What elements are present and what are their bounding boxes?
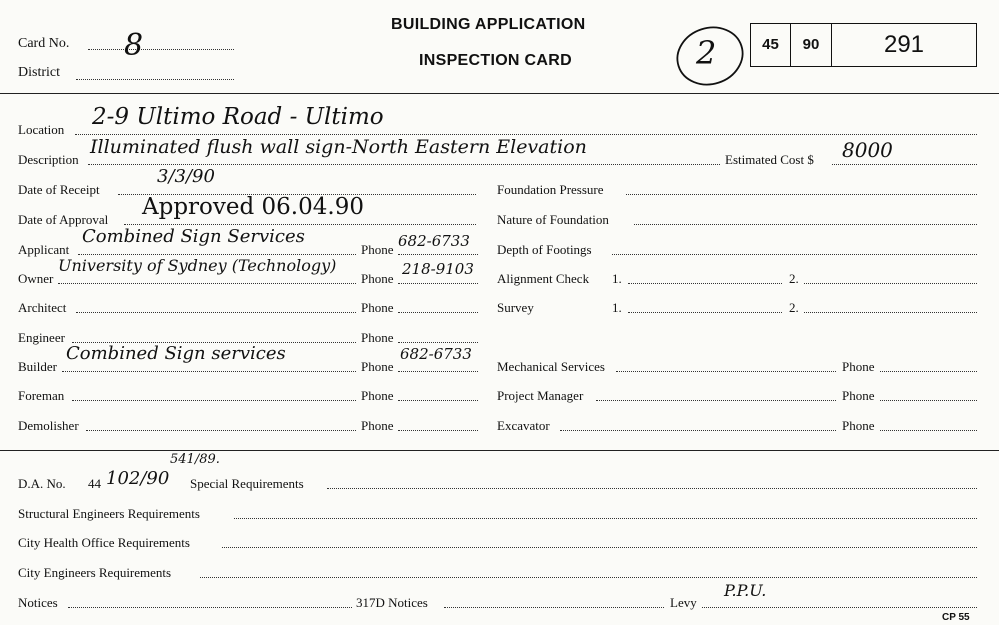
date-of-receipt-label: Date of Receipt [18,182,100,197]
demolisher-label: Demolisher [18,418,79,433]
foundation-pressure-line [626,194,977,195]
notices-317d-label: 317D Notices [356,595,428,610]
location-value[interactable]: 2-9 Ultimo Road - Ultimo [92,104,384,130]
survey-line-2 [804,312,977,313]
title-line-1: BUILDING APPLICATION [391,16,586,33]
lower-rule [0,450,999,451]
alignment-check-line-2 [804,283,977,284]
alignment-check-label: Alignment Check [497,271,590,286]
form-code: CP 55 [942,612,970,623]
alignment-check-num2: 2. [789,271,799,286]
alignment-check-num1: 1. [612,271,622,286]
foreman-line [72,400,356,401]
owner-phone-line [398,283,478,284]
builder-label: Builder [18,359,57,374]
engineer-phone-line [398,342,478,343]
builder-phone-line [398,371,478,372]
description-label: Description [18,152,79,167]
special-requirements-line [327,488,977,489]
applicant-phone-label: Phone [361,242,394,257]
description-line [88,164,720,165]
notices-label: Notices [18,595,58,610]
notices-317d-line [444,607,664,608]
ref-box-2: 90 [790,23,832,67]
demolisher-line [86,430,356,431]
foreman-label: Foreman [18,388,65,403]
estimated-cost-value[interactable]: 8000 [842,138,893,162]
architect-phone-line [398,312,478,313]
da-no-label: D.A. No. [18,476,66,491]
engineer-label: Engineer [18,330,65,345]
builder-phone-value[interactable]: 682-6733 [400,345,472,363]
excavator-phone-line [880,430,977,431]
notices-line [68,607,352,608]
applicant-phone-value[interactable]: 682-6733 [398,232,470,250]
mechanical-services-line [616,371,836,372]
applicant-line [78,254,356,255]
district-line [76,79,234,80]
depth-of-footings-label: Depth of Footings [497,242,592,257]
excavator-label: Excavator [497,418,550,433]
applicant-value[interactable]: Combined Sign Services [82,226,305,247]
alignment-check-line-1 [628,283,782,284]
owner-value[interactable]: University of Sydney (Technology) [58,256,337,275]
district-label: District [18,65,60,80]
levy-line [702,607,977,608]
estimated-cost-label: Estimated Cost $ [725,152,814,167]
levy-value[interactable]: P.P.U. [724,581,767,600]
architect-line [76,312,356,313]
project-manager-phone-label: Phone [842,388,875,403]
depth-of-footings-line [612,254,977,255]
survey-num1: 1. [612,300,622,315]
owner-line [58,283,356,284]
special-requirements-label: Special Requirements [190,476,304,491]
estimated-cost-line [832,164,977,165]
card-no-line [88,49,234,50]
date-of-approval-line [124,224,476,225]
project-manager-label: Project Manager [497,388,584,403]
mechanical-services-phone-label: Phone [842,359,875,374]
foreman-phone-label: Phone [361,388,394,403]
owner-label: Owner [18,271,54,286]
project-manager-line [596,400,836,401]
excavator-line [560,430,836,431]
mechanical-services-label: Mechanical Services [497,359,605,374]
mechanical-services-phone-line [880,371,977,372]
survey-line-1 [628,312,782,313]
location-label: Location [18,122,65,137]
nature-of-foundation-label: Nature of Foundation [497,212,609,227]
builder-phone-label: Phone [361,359,394,374]
city-engineers-label: City Engineers Requirements [18,565,172,580]
demolisher-phone-label: Phone [361,418,394,433]
foreman-phone-line [398,400,478,401]
date-of-approval-value[interactable]: Approved 06.04.90 [142,194,364,220]
excavator-phone-label: Phone [842,418,875,433]
city-engineers-line [200,577,977,578]
city-health-label: City Health Office Requirements [18,535,190,550]
da-no-value[interactable]: 102/90 [106,468,170,489]
foundation-pressure-label: Foundation Pressure [497,182,604,197]
builder-value[interactable]: Combined Sign services [66,343,286,364]
survey-num2: 2. [789,300,799,315]
project-manager-phone-line [880,400,977,401]
nature-of-foundation-line [634,224,977,225]
date-of-receipt-value[interactable]: 3/3/90 [157,166,215,187]
engineer-phone-label: Phone [361,330,394,345]
date-of-approval-label: Date of Approval [18,212,109,227]
description-value[interactable]: Illuminated flush wall sign-North Eastern Elevation [90,136,587,158]
structural-engineers-line [234,518,977,519]
da-no-prefix: 44 [88,476,101,491]
applicant-label: Applicant [18,242,70,257]
location-line [75,134,977,135]
architect-label: Architect [18,300,67,315]
title-line-2: INSPECTION CARD [419,52,572,69]
architect-phone-label: Phone [361,300,394,315]
ref-box-1: 45 [750,23,791,67]
demolisher-phone-line [398,430,478,431]
ref-box-3: 291 [831,23,977,67]
owner-phone-value[interactable]: 218-9103 [402,260,474,278]
builder-line [62,371,356,372]
header-rule [0,93,999,94]
structural-engineers-label: Structural Engineers Requirements [18,506,200,521]
card-no-value[interactable]: 8 [124,28,144,63]
applicant-phone-line [398,254,478,255]
city-health-line [222,547,977,548]
da-no-note: 541/89. [170,452,220,467]
circled-note-value: 2 [696,34,717,72]
card-no-label: Card No. [18,36,70,51]
survey-label: Survey [497,300,534,315]
owner-phone-label: Phone [361,271,394,286]
levy-label: Levy [670,595,697,610]
